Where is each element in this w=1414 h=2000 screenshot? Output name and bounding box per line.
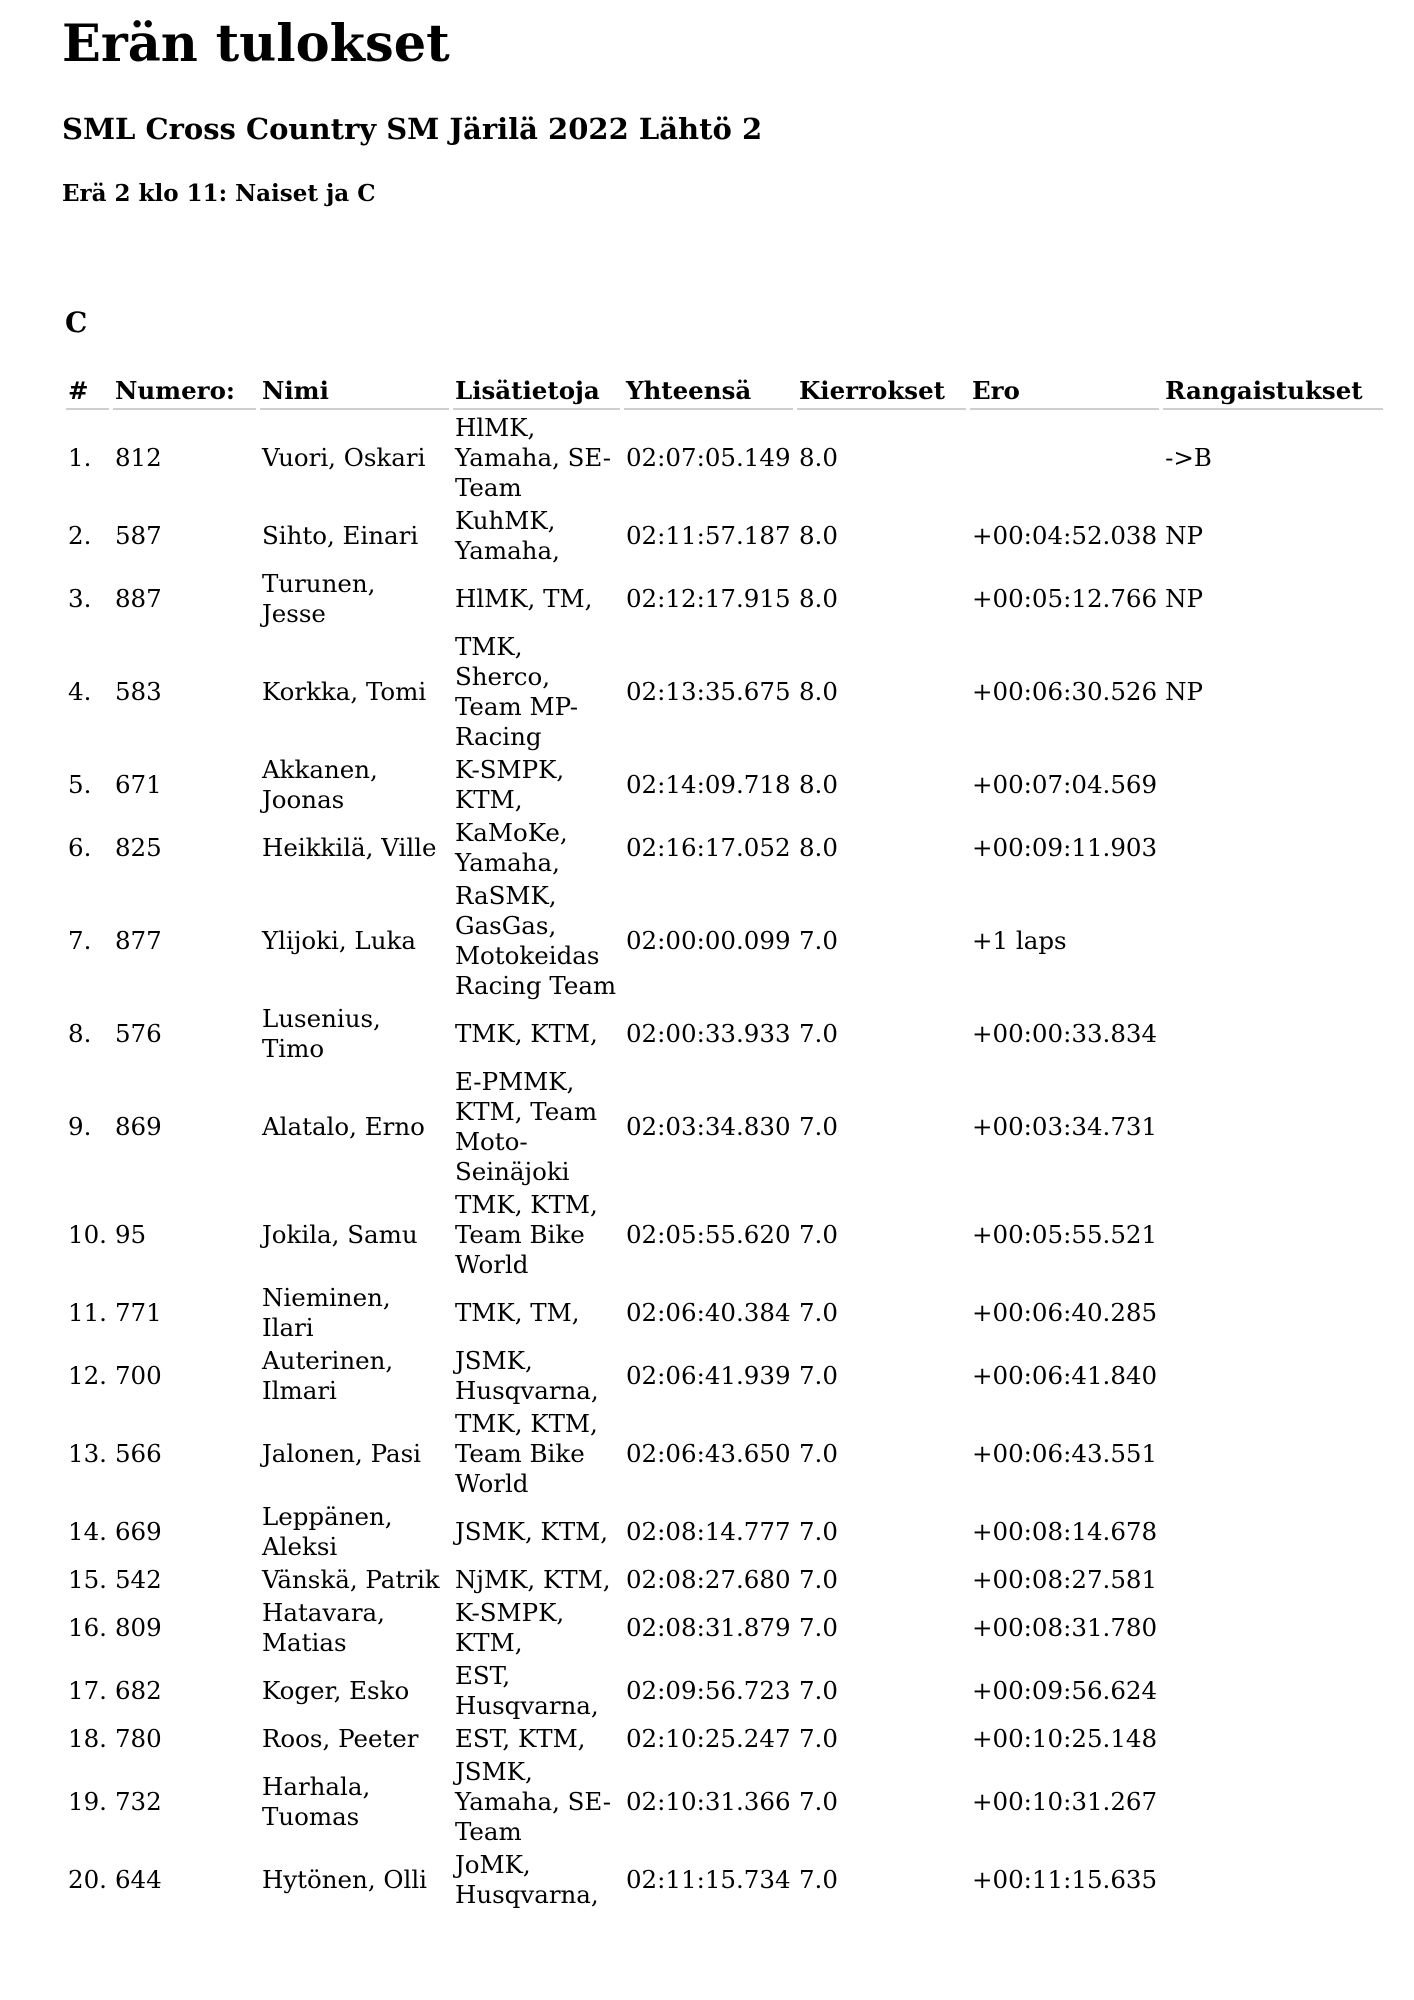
- cell-position: 4.: [68, 677, 92, 706]
- cell-name: Vänskä, Patrik: [261, 1565, 440, 1594]
- cell-info: E-PMMK, KTM, Team Moto-Seinäjoki: [454, 1067, 598, 1186]
- cell-number: 809: [114, 1613, 162, 1642]
- cell-info: NjMK, KTM,: [454, 1565, 611, 1594]
- cell-position: 19.: [68, 1787, 107, 1816]
- cell-number: 669: [114, 1517, 162, 1546]
- cell-diff: +00:07:04.569: [971, 770, 1158, 799]
- table-row: [66, 1502, 1383, 1562]
- cell-diff: +00:10:25.148: [971, 1724, 1158, 1753]
- cell-position: 7.: [68, 926, 92, 955]
- cell-info: KaMoKe, Yamaha,: [454, 818, 568, 877]
- cell-name: Korkka, Tomi: [261, 677, 427, 706]
- cell-diff: [970, 413, 1159, 503]
- cell-penalty: [1163, 1565, 1383, 1595]
- table-row: [66, 818, 1383, 878]
- cell-laps: 7.0: [798, 1676, 838, 1705]
- table-row: [66, 1409, 1383, 1499]
- cell-total: 02:00:33.933: [625, 1019, 791, 1048]
- cell-laps: 7.0: [798, 1439, 838, 1468]
- cell-number: 542: [114, 1565, 162, 1594]
- cell-total: 02:06:41.939: [625, 1361, 791, 1390]
- cell-total: 02:06:43.650: [625, 1439, 791, 1468]
- cell-number: 700: [114, 1361, 162, 1390]
- cell-penalty: [1163, 1850, 1383, 1910]
- cell-penalty: [1163, 1190, 1383, 1280]
- cell-info: HlMK, TM,: [454, 584, 593, 613]
- table-row: [66, 632, 1383, 752]
- cell-number: 95: [114, 1220, 147, 1249]
- cell-info: TMK, KTM, Team Bike World: [454, 1190, 598, 1279]
- cell-position: 16.: [68, 1613, 107, 1642]
- table-row: [66, 755, 1383, 815]
- cell-penalty: [1163, 1004, 1383, 1064]
- cell-info: EST, Husqvarna,: [454, 1661, 599, 1720]
- cell-penalty: [1163, 1346, 1383, 1406]
- col-header-diff: Ero: [970, 376, 1159, 410]
- cell-laps: 8.0: [798, 584, 838, 613]
- table-row: [66, 413, 1383, 503]
- cell-penalty: [1163, 1757, 1383, 1847]
- cell-number: 671: [114, 770, 162, 799]
- table-row: [66, 1661, 1383, 1721]
- cell-laps: 8.0: [798, 521, 838, 550]
- cell-laps: 7.0: [798, 1112, 838, 1141]
- cell-name: Turunen, Jesse: [261, 569, 376, 628]
- cell-name: Nieminen, Ilari: [261, 1283, 391, 1342]
- cell-laps: 7.0: [798, 1019, 838, 1048]
- cell-laps: 7.0: [798, 1865, 838, 1894]
- cell-position: 10.: [68, 1220, 107, 1249]
- cell-total: 02:09:56.723: [625, 1676, 791, 1705]
- cell-number: 812: [114, 443, 162, 472]
- cell-diff: +00:08:14.678: [971, 1517, 1158, 1546]
- cell-position: 6.: [68, 833, 92, 862]
- cell-laps: 7.0: [798, 926, 838, 955]
- col-header-name: Nimi: [260, 376, 449, 410]
- cell-penalty: [1163, 755, 1383, 815]
- cell-number: 566: [114, 1439, 162, 1468]
- event-title: SML Cross Country SM Järilä 2022 Lähtö 2: [62, 112, 763, 146]
- cell-total: 02:03:34.830: [625, 1112, 791, 1141]
- col-header-penalties: Rangaistukset: [1163, 376, 1383, 410]
- cell-total: 02:14:09.718: [625, 770, 791, 799]
- cell-name: Jalonen, Pasi: [261, 1439, 422, 1468]
- cell-total: 02:11:15.734: [625, 1865, 791, 1894]
- cell-position: 15.: [68, 1565, 107, 1594]
- cell-name: Alatalo, Erno: [261, 1112, 425, 1141]
- cell-laps: 7.0: [798, 1220, 838, 1249]
- cell-diff: +00:05:55.521: [971, 1220, 1158, 1249]
- cell-number: 771: [114, 1298, 162, 1327]
- cell-number: 644: [114, 1865, 162, 1894]
- cell-position: 13.: [68, 1439, 107, 1468]
- cell-laps: 7.0: [798, 1298, 838, 1327]
- cell-info: KuhMK, Yamaha,: [454, 506, 560, 565]
- cell-total: 02:00:00.099: [625, 926, 791, 955]
- cell-laps: 7.0: [798, 1517, 838, 1546]
- cell-info: HlMK, Yamaha, SE-Team: [454, 413, 612, 502]
- cell-diff: +00:03:34.731: [971, 1112, 1158, 1141]
- class-title: C: [65, 306, 88, 339]
- table-row: [66, 1346, 1383, 1406]
- table-row: [66, 1004, 1383, 1064]
- cell-position: 12.: [68, 1361, 107, 1390]
- col-header-info: Lisätietoja: [453, 376, 620, 410]
- cell-name: Ylijoki, Luka: [261, 926, 416, 955]
- cell-total: 02:07:05.149: [625, 443, 791, 472]
- cell-total: 02:05:55.620: [625, 1220, 791, 1249]
- cell-laps: 7.0: [798, 1787, 838, 1816]
- cell-name: Vuori, Oskari: [261, 443, 426, 472]
- cell-penalty: [1163, 1598, 1383, 1658]
- results-table: [62, 373, 1387, 1913]
- cell-total: 02:08:27.680: [625, 1565, 791, 1594]
- cell-number: 682: [114, 1676, 162, 1705]
- cell-position: 20.: [68, 1865, 107, 1894]
- cell-name: Lusenius, Timo: [261, 1004, 381, 1063]
- cell-penalty: [1163, 1283, 1383, 1343]
- table-row: [66, 569, 1383, 629]
- cell-total: 02:06:40.384: [625, 1298, 791, 1327]
- cell-total: 02:10:25.247: [625, 1724, 791, 1753]
- col-header-laps: Kierrokset: [797, 376, 966, 410]
- cell-total: 02:08:14.777: [625, 1517, 791, 1546]
- cell-info: TMK, KTM, Team Bike World: [454, 1409, 598, 1498]
- cell-total: 02:12:17.915: [625, 584, 791, 613]
- col-header-position: #: [66, 376, 109, 410]
- cell-penalty: [1163, 1409, 1383, 1499]
- cell-diff: +00:06:43.551: [971, 1439, 1158, 1468]
- cell-info: TMK, KTM,: [454, 1019, 598, 1048]
- cell-laps: 8.0: [798, 770, 838, 799]
- cell-diff: +00:00:33.834: [971, 1019, 1158, 1048]
- cell-position: 11.: [68, 1298, 107, 1327]
- cell-name: Heikkilä, Ville: [261, 833, 437, 862]
- cell-diff: +00:10:31.267: [971, 1787, 1158, 1816]
- col-header-number: Numero:: [113, 376, 256, 410]
- table-row: [66, 1757, 1383, 1847]
- cell-name: Akkanen, Joonas: [261, 755, 378, 814]
- cell-penalty: NP: [1165, 584, 1204, 613]
- table-row: [66, 1724, 1383, 1754]
- table-row: [66, 1067, 1383, 1187]
- cell-diff: +00:06:41.840: [971, 1361, 1158, 1390]
- cell-position: 9.: [68, 1112, 92, 1141]
- cell-position: 5.: [68, 770, 92, 799]
- cell-number: 869: [114, 1112, 162, 1141]
- cell-number: 732: [114, 1787, 162, 1816]
- cell-name: Jokila, Samu: [261, 1220, 418, 1249]
- cell-position: 2.: [68, 521, 92, 550]
- cell-position: 17.: [68, 1676, 107, 1705]
- cell-info: TMK, TM,: [454, 1298, 580, 1327]
- cell-name: Auterinen, Ilmari: [261, 1346, 394, 1405]
- cell-penalty: [1163, 818, 1383, 878]
- cell-diff: +00:09:56.624: [971, 1676, 1158, 1705]
- cell-penalty: [1163, 1502, 1383, 1562]
- cell-laps: 7.0: [798, 1361, 838, 1390]
- cell-penalty: NP: [1165, 677, 1204, 706]
- cell-name: Leppänen, Aleksi: [261, 1502, 393, 1561]
- heat-title: Erä 2 klo 11: Naiset ja C: [62, 180, 376, 207]
- cell-penalty: NP: [1165, 521, 1204, 550]
- col-header-total: Yhteensä: [624, 376, 793, 410]
- cell-diff: +00:08:31.780: [971, 1613, 1158, 1642]
- results-body: [66, 413, 1383, 1910]
- cell-laps: 8.0: [798, 443, 838, 472]
- header-row: [66, 376, 1383, 410]
- cell-penalty: [1163, 1067, 1383, 1187]
- cell-laps: 7.0: [798, 1565, 838, 1594]
- table-row: [66, 1598, 1383, 1658]
- cell-number: 887: [114, 584, 162, 613]
- cell-diff: +00:08:27.581: [971, 1565, 1158, 1594]
- cell-penalty: ->B: [1165, 443, 1212, 472]
- cell-position: 3.: [68, 584, 92, 613]
- cell-number: 877: [114, 926, 162, 955]
- cell-position: 1.: [68, 443, 92, 472]
- cell-diff: +00:06:30.526: [971, 677, 1158, 706]
- cell-info: JSMK, KTM,: [454, 1517, 609, 1546]
- cell-penalty: [1163, 1724, 1383, 1754]
- cell-info: K-SMPK, KTM,: [454, 755, 565, 814]
- cell-laps: 8.0: [798, 833, 838, 862]
- cell-info: K-SMPK, KTM,: [454, 1598, 565, 1657]
- cell-info: JSMK, Husqvarna,: [454, 1346, 599, 1405]
- cell-info: TMK, Sherco, Team MP-Racing: [454, 632, 579, 751]
- cell-diff: +00:11:15.635: [971, 1865, 1158, 1894]
- table-row: [66, 1190, 1383, 1280]
- cell-diff: +00:06:40.285: [971, 1298, 1158, 1327]
- cell-total: 02:08:31.879: [625, 1613, 791, 1642]
- cell-name: Sihto, Einari: [261, 521, 419, 550]
- page-title: Erän tulokset: [62, 14, 450, 74]
- cell-laps: 8.0: [798, 677, 838, 706]
- cell-penalty: [1163, 881, 1383, 1001]
- cell-number: 587: [114, 521, 162, 550]
- table-row: [66, 1565, 1383, 1595]
- cell-number: 825: [114, 833, 162, 862]
- cell-name: Roos, Peeter: [261, 1724, 419, 1753]
- cell-number: 576: [114, 1019, 162, 1048]
- cell-total: 02:16:17.052: [625, 833, 791, 862]
- cell-info: JoMK, Husqvarna,: [454, 1850, 599, 1909]
- cell-total: 02:10:31.366: [625, 1787, 791, 1816]
- cell-position: 14.: [68, 1517, 107, 1546]
- cell-diff: +00:09:11.903: [971, 833, 1158, 862]
- cell-diff: +1 laps: [971, 926, 1067, 955]
- cell-name: Hytönen, Olli: [261, 1865, 427, 1894]
- cell-info: EST, KTM,: [454, 1724, 586, 1753]
- cell-penalty: [1163, 1661, 1383, 1721]
- table-row: [66, 1850, 1383, 1910]
- cell-total: 02:11:57.187: [625, 521, 791, 550]
- cell-diff: +00:04:52.038: [971, 521, 1158, 550]
- table-row: [66, 506, 1383, 566]
- cell-name: Koger, Esko: [261, 1676, 410, 1705]
- cell-number: 583: [114, 677, 162, 706]
- cell-number: 780: [114, 1724, 162, 1753]
- cell-position: 18.: [68, 1724, 107, 1753]
- cell-info: JSMK, Yamaha, SE-Team: [454, 1757, 612, 1846]
- cell-info: RaSMK, GasGas, Motokeidas Racing Team: [454, 881, 617, 1000]
- table-row: [66, 1283, 1383, 1343]
- cell-name: Harhala, Tuomas: [261, 1772, 371, 1831]
- cell-laps: 7.0: [798, 1613, 838, 1642]
- table-row: [66, 881, 1383, 1001]
- cell-name: Hatavara, Matias: [261, 1598, 385, 1657]
- cell-laps: 7.0: [798, 1724, 838, 1753]
- cell-total: 02:13:35.675: [625, 677, 791, 706]
- cell-position: 8.: [68, 1019, 92, 1048]
- cell-diff: +00:05:12.766: [971, 584, 1158, 613]
